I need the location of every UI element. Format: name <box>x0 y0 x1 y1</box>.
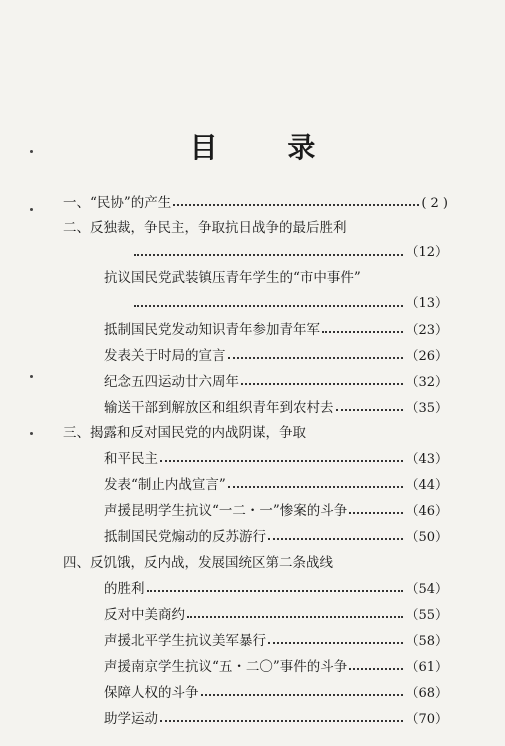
toc-entry <box>104 657 448 677</box>
toc-entry <box>63 423 448 443</box>
toc-entry-page: （32） <box>405 375 448 390</box>
toc-entry-page: （50） <box>405 530 448 545</box>
dot-leader <box>134 254 403 256</box>
scan-speck <box>30 375 33 378</box>
toc-entry-title: 输送干部到解放区和组织青年到农村去 <box>104 400 334 416</box>
toc-entry-page: （70） <box>405 712 448 727</box>
toc-entry <box>104 372 448 392</box>
toc-entry <box>104 320 448 340</box>
scan-speck <box>30 208 33 211</box>
toc-entry-page: （54） <box>405 582 448 597</box>
toc-entry-title: 四、反饥饿，反内战，发展国统区第二条战线 <box>63 555 333 571</box>
toc-entry-title: 的胜利 <box>104 581 145 597</box>
toc-entry-title: 二、反独裁，争民主，争取抗日战争的最后胜利 <box>63 220 347 236</box>
dot-leader <box>336 409 404 411</box>
toc-entry-title: 保障人权的斗争 <box>104 685 199 701</box>
toc-entry-title: 发表关于时局的宣言 <box>104 348 226 364</box>
dot-leader <box>268 538 403 540</box>
toc-entry-page: （46） <box>405 504 448 519</box>
toc-entry-title: 纪念五四运动廿六周年 <box>104 374 239 390</box>
dot-leader <box>322 331 403 333</box>
dot-leader <box>228 486 404 488</box>
dot-leader <box>349 512 403 514</box>
scan-speck <box>30 432 33 435</box>
toc-entry <box>104 501 448 521</box>
toc-entry <box>104 346 448 366</box>
toc-entry <box>104 605 448 625</box>
toc-entry <box>104 268 448 288</box>
toc-entry <box>63 193 448 213</box>
toc-entry-page: （43） <box>405 452 448 467</box>
toc-entry <box>132 243 448 263</box>
toc-entry-title: 声援南京学生抗议“五・二〇”事件的斗争 <box>104 659 348 675</box>
toc-entry <box>104 709 448 729</box>
scan-speck <box>30 150 33 153</box>
toc-entry-page: （55） <box>405 608 448 623</box>
toc-entry <box>63 553 448 573</box>
toc-entry-page: （68） <box>405 686 448 701</box>
toc-entry-page: ( 2 ) <box>421 196 448 211</box>
toc-entry-title: 声援昆明学生抗议“一二・一”惨案的斗争 <box>104 503 348 519</box>
toc-entry-title: 发表“制止内战宣言” <box>104 477 226 493</box>
toc-entry-title: 抵制国民党煽动的反苏游行 <box>104 529 266 545</box>
toc-entry <box>104 475 448 495</box>
toc-entry <box>104 398 448 418</box>
dot-leader <box>268 642 403 644</box>
dot-leader <box>160 720 403 722</box>
toc-entry-title: 抗议国民党武装镇压青年学生的“市中事件” <box>104 270 361 286</box>
dot-leader <box>201 694 404 696</box>
toc-entry <box>132 294 448 314</box>
toc-entry-title: 助学运动 <box>104 711 158 727</box>
toc-entry-title: 抵制国民党发动知识青年参加青年军 <box>104 322 320 338</box>
toc-entry-title: 声援北平学生抗议美军暴行 <box>104 633 266 649</box>
toc-entry <box>104 579 448 599</box>
toc-entry <box>104 631 448 651</box>
toc-entry-page: （58） <box>405 634 448 649</box>
toc-entry-page: （12） <box>405 245 448 260</box>
dot-leader <box>147 590 404 592</box>
dot-leader <box>228 357 404 359</box>
toc-entry-page: （13） <box>405 296 448 311</box>
toc-entry <box>104 527 448 547</box>
toc-entry <box>63 218 448 238</box>
dot-leader <box>349 668 403 670</box>
dot-leader <box>187 616 403 618</box>
toc-entry-title: 三、揭露和反对国民党的内战阴谋，争取 <box>63 425 306 441</box>
dot-leader <box>134 305 403 307</box>
toc-entry-page: （26） <box>405 349 448 364</box>
page-title: 目 录 <box>189 131 346 164</box>
toc-entry-title: 反对中美商约 <box>104 607 185 623</box>
toc-entry <box>104 683 448 703</box>
toc-entry-page: （44） <box>405 478 448 493</box>
dot-leader <box>173 204 419 206</box>
toc-entry-page: （35） <box>405 401 448 416</box>
toc-entry-title: 一、“民协”的产生 <box>63 195 172 211</box>
dot-leader <box>241 383 403 385</box>
toc-entry-title: 和平民主 <box>104 451 158 467</box>
toc-entry-page: （61） <box>405 660 448 675</box>
dot-leader <box>160 460 403 462</box>
toc-entry-page: （23） <box>405 323 448 338</box>
toc-entry <box>104 449 448 469</box>
